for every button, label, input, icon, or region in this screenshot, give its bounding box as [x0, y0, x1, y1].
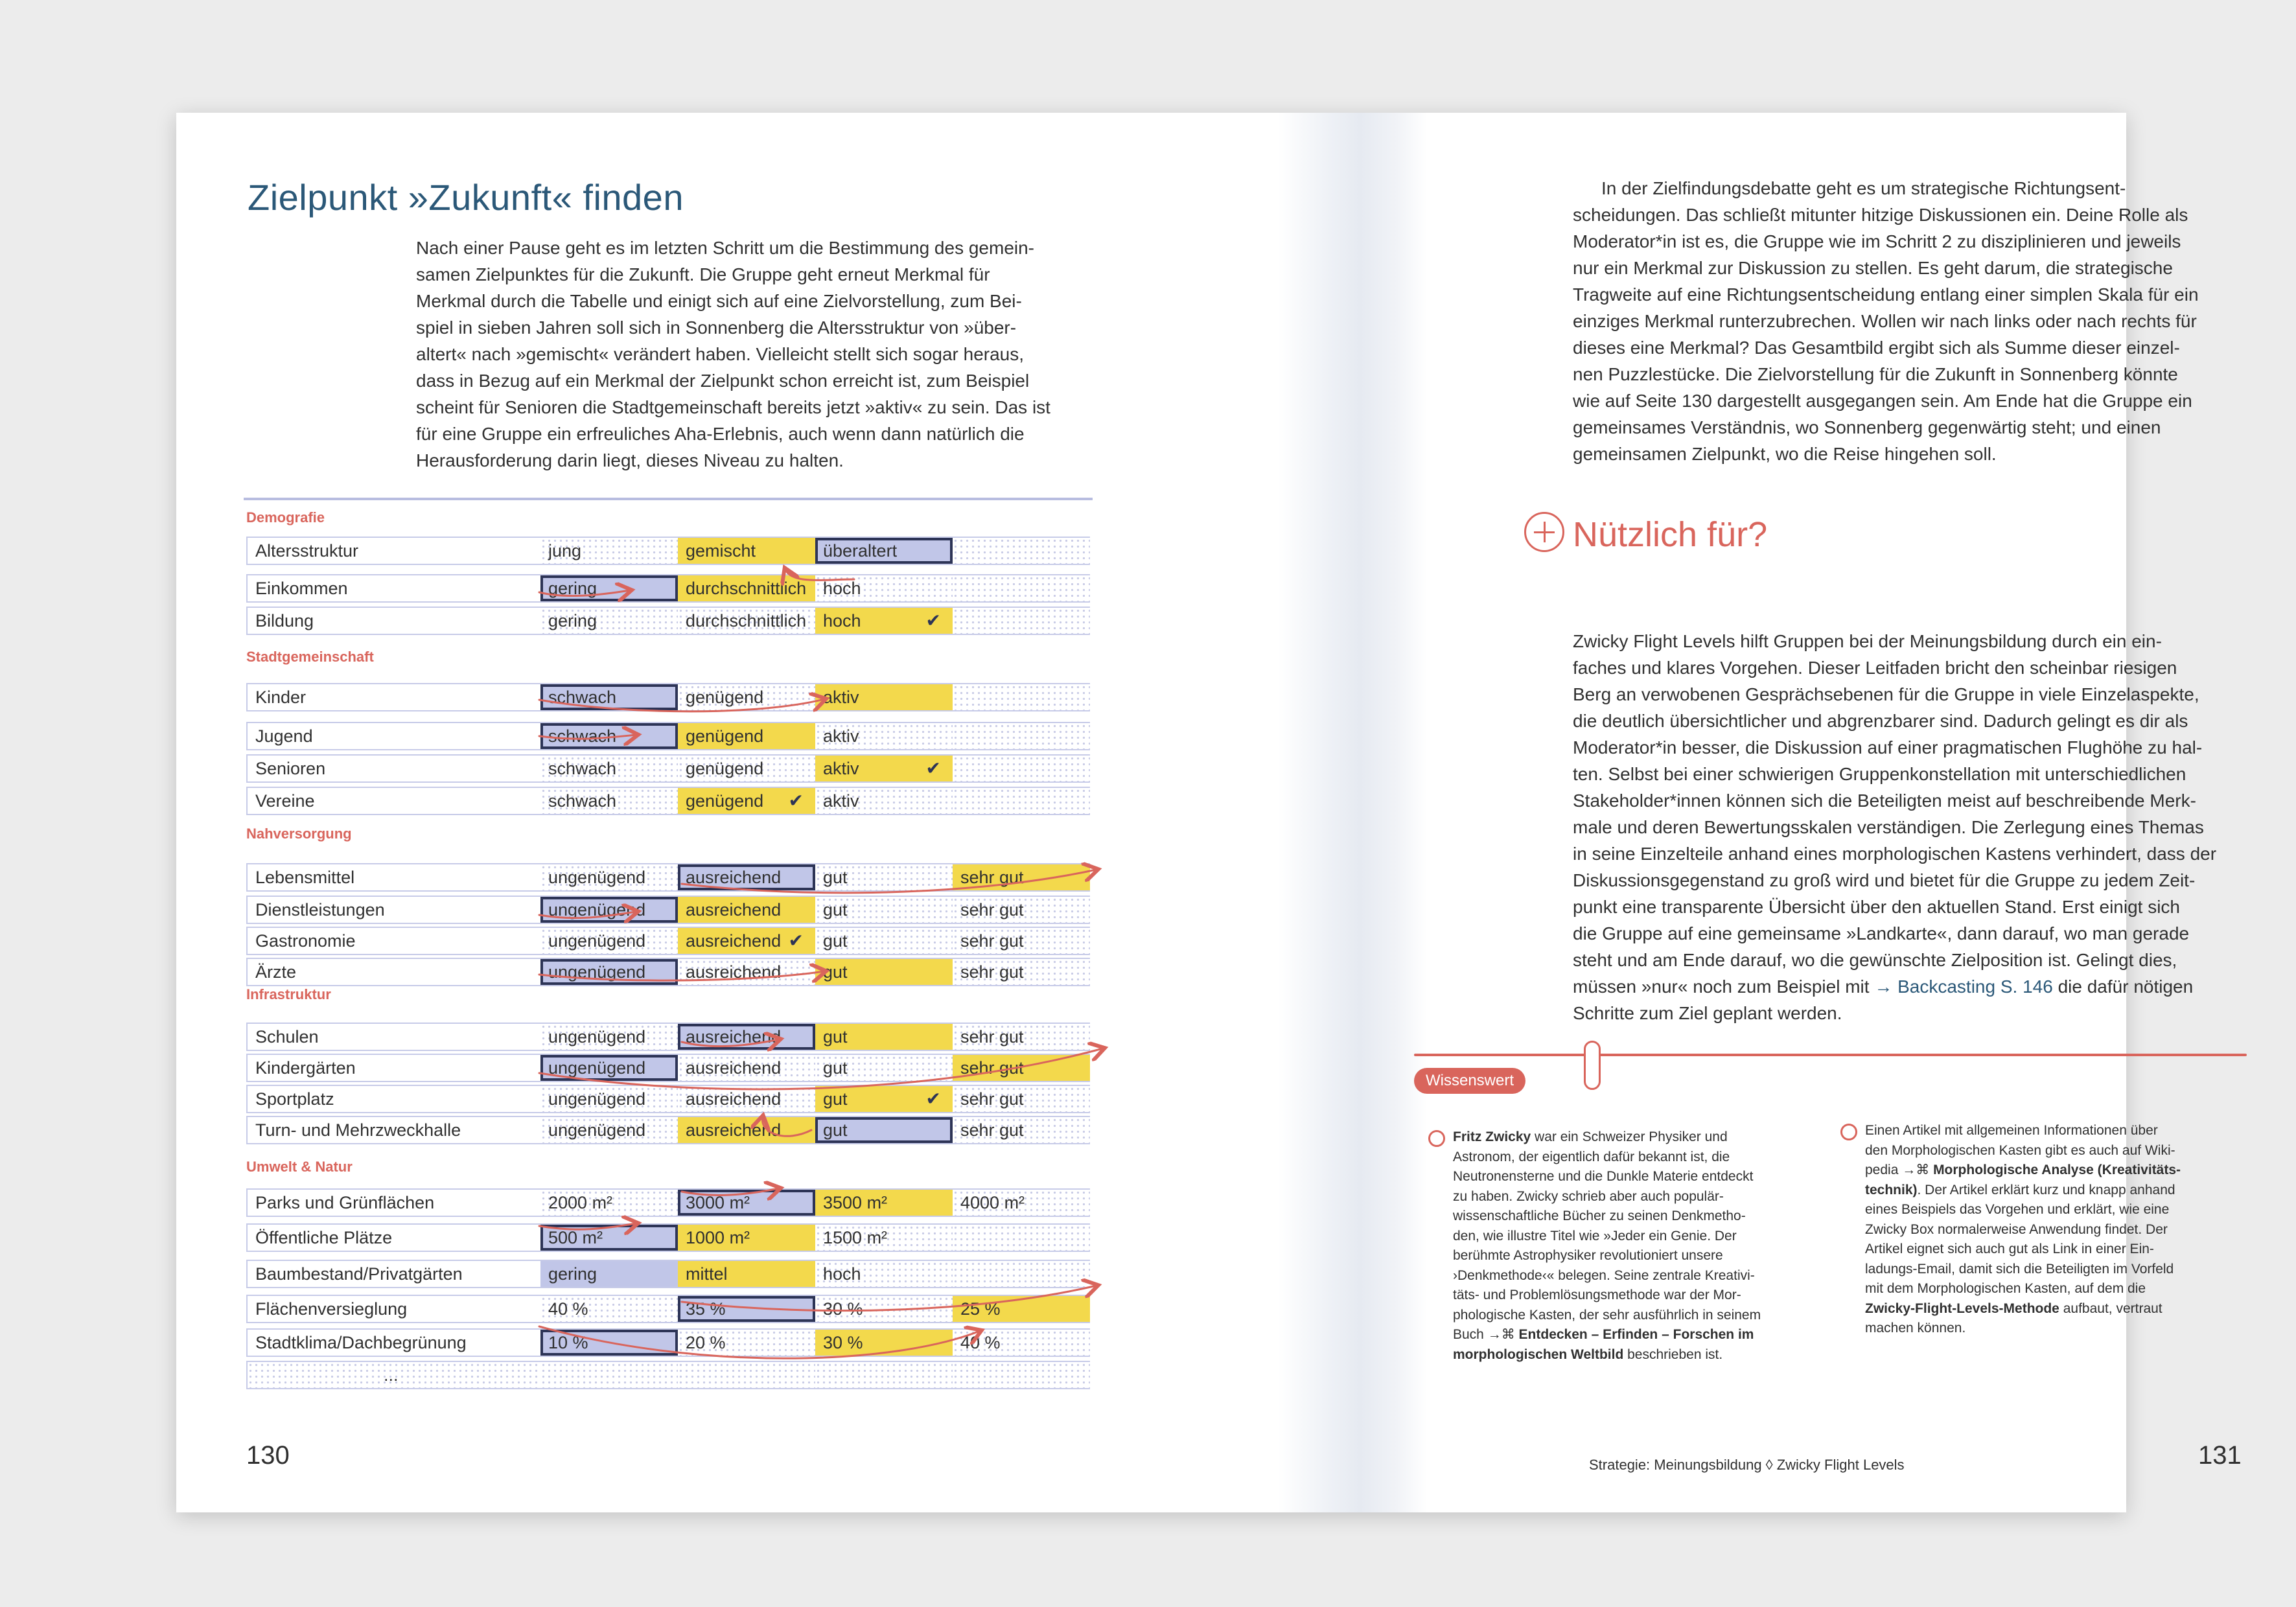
table-cell: schwach	[540, 723, 678, 749]
intro-paragraph	[416, 235, 1077, 474]
row-label: Altersstruktur	[248, 538, 540, 564]
text-line: phologische Kasten, der sehr ausführlich in seinem	[1453, 1307, 1761, 1323]
row-label: Vereine	[248, 788, 540, 814]
table-cell	[953, 1261, 1090, 1287]
table-cell: gering	[540, 575, 678, 601]
row-label: Kinder	[248, 684, 540, 710]
text-line: dieses eine Merkmal? Das Gesamtbild ergibt sich als Summe dieser einzel-	[1573, 338, 2180, 358]
text-line: die Gruppe auf eine gemeinsame »Landkarte«, dann darauf, wo man gerade	[1573, 923, 2190, 943]
para2-text-end: die dafür nötigen	[2052, 977, 2194, 997]
page-number-left: 130	[246, 1441, 290, 1470]
table-cell: ausreichend ✔	[678, 928, 815, 954]
right-page	[1317, 113, 2242, 1512]
row-label: Flächenversieglung	[248, 1296, 540, 1322]
row-label: Einkommen	[248, 575, 540, 601]
text-line: Berg an verwobenen Gesprächsebenen für die Gruppe in viele Einzelaspekte,	[1573, 684, 2199, 704]
page-number-right: 131	[2198, 1441, 2242, 1470]
table-row	[246, 927, 1090, 955]
row-label: Bildung	[248, 608, 540, 634]
table-row	[246, 683, 1090, 711]
table-row	[246, 722, 1090, 750]
text-line: Zwicky Flight Levels hilft Gruppen bei der Meinungsbildung durch ein ein-	[1573, 631, 2162, 651]
row-label: Schulen	[248, 1024, 540, 1050]
text-line: spiel in sieben Jahren soll sich in Sonnenberg die Altersstruktur von »über-	[416, 318, 1017, 338]
table-cell: 40 %	[540, 1296, 678, 1322]
checkmark-icon: ✔	[925, 610, 941, 630]
table-cell	[953, 1225, 1090, 1251]
table-cell: 500 m²	[540, 1225, 678, 1251]
table-row	[246, 787, 1090, 815]
plus-circle-icon	[1524, 512, 1564, 552]
text-line: steht und am Ende darauf, wo die gewünschte Zielposition ist. Gelingt dies,	[1573, 950, 2177, 970]
table-cell	[678, 1362, 815, 1388]
table-cell: gut	[815, 864, 953, 890]
text-line: den Morphologischen Kasten gibt es auch auf Wiki-	[1865, 1142, 2175, 1158]
table-cell: gut ✔	[815, 1086, 953, 1112]
checkmark-icon: ✔	[925, 1089, 941, 1109]
section-label: Umwelt & Natur	[246, 1159, 353, 1175]
text-line: wissenschaftliche Bücher zu seinen Denkmetho-	[1453, 1208, 1746, 1223]
text-line: mit dem Morphologischen Kasten, auf dem die	[1865, 1281, 2146, 1296]
text-line: die deutlich übersichtlicher und abgrenzbarer sind. Dadurch gelingt es dir als	[1573, 711, 2188, 731]
table-cell	[953, 756, 1090, 781]
table-cell	[953, 575, 1090, 601]
divider-line	[1414, 1054, 2247, 1056]
table-cell: gering	[540, 608, 678, 634]
running-footer: Strategie: Meinungsbildung ◊ Zwicky Flight Levels	[1589, 1457, 1905, 1473]
table-cell: ungenügend	[540, 864, 678, 890]
table-cell: 2000 m²	[540, 1190, 678, 1216]
table-row	[246, 896, 1090, 924]
text-line: Herausforderung darin liegt, dieses Niveau zu halten.	[416, 450, 844, 470]
table-cell: ungenügend	[540, 1086, 678, 1112]
text-line: wie auf Seite 130 dargestellt ausgegangen sein. Am Ende hat die Gruppe ein	[1573, 391, 2192, 411]
row-label: Öffentliche Plätze	[248, 1225, 540, 1251]
table-cell: 35 %	[678, 1296, 815, 1322]
row-label: Ärzte	[248, 959, 540, 985]
left-page	[176, 113, 1317, 1512]
table-cell: 1000 m²	[678, 1225, 815, 1251]
table-row	[246, 754, 1090, 783]
section-label: Demografie	[246, 509, 325, 526]
table-cell: ausreichend	[678, 864, 815, 890]
text-line: täts- und Problemlösungsmethode war der Mor-	[1453, 1288, 1741, 1302]
page-title: Zielpunkt »Zukunft« finden	[248, 177, 684, 218]
text-line: samen Zielpunktes für die Zukunft. Die Gruppe geht erneut Merkmal für	[416, 264, 990, 284]
text-line: Neutronensterne und die Dunkle Materie entdeckt	[1453, 1169, 1754, 1184]
paperclip-icon	[1584, 1041, 1601, 1090]
text-line: Merkmal durch die Tabelle und einigt sich auf eine Zielvorstellung, zum Bei-	[416, 291, 1022, 311]
bullet-circle-icon	[1428, 1130, 1445, 1147]
text-line: scheint für Senioren die Stadtgemeinschaft bereits jetzt »aktiv« zu sein. Das ist	[416, 397, 1050, 417]
text-line: pedia →⌘ Morphologische Analyse (Kreativitäts-	[1865, 1162, 2181, 1177]
table-row	[246, 607, 1090, 635]
text-line: faches und klares Vorgehen. Dieser Leitfaden bricht den scheinbar riesigen	[1573, 658, 2177, 678]
row-label: Gastronomie	[248, 928, 540, 954]
row-label: Lebensmittel	[248, 864, 540, 890]
table-cell: 20 %	[678, 1330, 815, 1356]
text-line: morphologischen Weltbild beschrieben ist.	[1453, 1347, 1723, 1362]
text-line: altert« nach »gemischt« verändert haben. Vielleicht stellt sich sogar heraus,	[416, 344, 1025, 364]
book-spread	[176, 113, 2242, 1512]
text-line: punkt eine transparente Übersicht über den aktuellen Stand. Erst einigt sich	[1573, 897, 2181, 917]
note-wikipedia	[1865, 1121, 2209, 1339]
bullet-circle-icon	[1840, 1124, 1857, 1140]
table-cell: ausreichend	[678, 1055, 815, 1081]
table-cell: 10 %	[540, 1330, 678, 1356]
table-cell: 30 %	[815, 1296, 953, 1322]
table-cell: genügend	[678, 684, 815, 710]
table-row	[246, 1085, 1090, 1113]
note-zwicky	[1453, 1127, 1790, 1365]
text-line: Zwicky Box normalerweise Anwendung findet. Der	[1865, 1221, 2168, 1237]
text-line: Diskussionsgegenstand zu groß wird und bietet für die Gruppe zu jedem Zeit-	[1573, 870, 2196, 890]
text-line: Nach einer Pause geht es im letzten Schritt um die Bestimmung des gemein-	[416, 238, 1035, 258]
table-cell: hoch	[815, 1261, 953, 1287]
text-line: Astronom, der eigentlich dafür bekannt ist, die	[1453, 1149, 1730, 1164]
table-cell: ausreichend	[678, 959, 815, 985]
table-cell: durchschnittlich	[678, 608, 815, 634]
table-cell: gering	[540, 1261, 678, 1287]
text-line: Artikel eignet sich auch gut als Link in einer Ein-	[1865, 1242, 2154, 1256]
row-label: Baumbestand/Privatgärten	[248, 1261, 540, 1287]
table-cell: ungenügend	[540, 1117, 678, 1143]
section-heading-nuetzlich: Nützlich für?	[1573, 515, 1768, 554]
table-cell: sehr gut	[953, 864, 1090, 890]
text-line: nen Puzzlestücke. Die Zielvorstellung für die Zukunft in Sonnenberg könnte	[1573, 364, 2178, 384]
table-cell	[953, 608, 1090, 634]
table-cell: schwach	[540, 756, 678, 781]
table-cell: 3000 m²	[678, 1190, 815, 1216]
table-row	[246, 1295, 1090, 1323]
row-label: Jugend	[248, 723, 540, 749]
text-line: Stakeholder*innen können sich die Beteiligten meist auf beschreibende Merk-	[1573, 791, 2196, 811]
table-cell: aktiv	[815, 684, 953, 710]
backcasting-link[interactable]: → Backcasting S. 146	[1874, 977, 2053, 997]
table-cell: sehr gut	[953, 928, 1090, 954]
checkmark-icon: ✔	[788, 791, 804, 811]
text-line: Moderator*in ist es, die Gruppe wie im Schritt 2 zu disziplinieren und jeweils	[1573, 231, 2181, 251]
text-line: Fritz Zwicky war ein Schweizer Physiker und	[1453, 1129, 1728, 1144]
table-cell: gut	[815, 1117, 953, 1143]
table-cell: 3500 m²	[815, 1190, 953, 1216]
table-cell	[953, 538, 1090, 564]
table-cell: 4000 m²	[953, 1190, 1090, 1216]
table-row	[246, 1260, 1090, 1288]
table-cell: sehr gut	[953, 1117, 1090, 1143]
table-row	[246, 1054, 1090, 1082]
section-label: Stadtgemeinschaft	[246, 649, 374, 665]
table-cell: schwach	[540, 788, 678, 814]
text-line: zu haben. Zwicky schrieb aber auch populär-	[1453, 1188, 1724, 1204]
text-line: ›Denkmethode‹« belegen. Seine zentrale Kreativi-	[1453, 1267, 1755, 1283]
table-row	[246, 958, 1090, 986]
table-row	[246, 574, 1090, 603]
table-cell: gut	[815, 928, 953, 954]
table-cell: ungenügend	[540, 1024, 678, 1050]
table-cell: ausreichend	[678, 1086, 815, 1112]
row-label: Stadtklima/Dachbegrünung	[248, 1330, 540, 1356]
text-line: eines Beispiels das Vorgehen und erklärt, wie eine	[1865, 1202, 2170, 1217]
row-label: Parks und Grünflächen	[248, 1190, 540, 1216]
table-cell: jung	[540, 538, 678, 564]
table-cell: gut	[815, 959, 953, 985]
text-line: für eine Gruppe ein erfreuliches Aha-Erlebnis, auch wenn dann natürlich die	[416, 424, 1025, 444]
table-cell	[540, 1362, 678, 1388]
table-top-rule	[244, 498, 1093, 500]
text-line: machen können.	[1865, 1321, 1966, 1335]
table-row	[246, 1023, 1090, 1051]
right-paragraph-1	[1573, 175, 2240, 467]
table-cell: ausreichend	[678, 1117, 815, 1143]
text-line: Moderator*in besser, die Diskussion auf einer pragmatischen Flughöhe zu hal-	[1573, 737, 2203, 757]
row-label: ...	[248, 1362, 540, 1388]
table-cell: hoch ✔	[815, 608, 953, 634]
table-row	[246, 1116, 1090, 1144]
text-line: scheidungen. Das schließt mitunter hitzige Diskussionen ein. Deine Rolle als	[1573, 205, 2188, 225]
text-line: male und deren Bewertungsskalen verständigen. Die Zerlegung eines Themas	[1573, 817, 2204, 837]
table-cell: aktiv ✔	[815, 756, 953, 781]
text-line: in seine Einzelteile anhand eines morphologischen Kastens verhindert, dass der	[1573, 844, 2217, 864]
table-cell: schwach	[540, 684, 678, 710]
para2-final-line: Schritte zum Ziel geplant werden.	[1573, 1003, 1842, 1023]
table-cell: ausreichend	[678, 897, 815, 923]
table-cell: hoch	[815, 575, 953, 601]
table-cell: genügend ✔	[678, 788, 815, 814]
table-cell	[953, 684, 1090, 710]
wissenswert-badge: Wissenswert	[1414, 1068, 1525, 1094]
para2-text: müssen »nur« noch zum Beispiel mit	[1573, 977, 1875, 997]
table-cell: gut	[815, 1024, 953, 1050]
text-line: ladungs-Email, damit sich die Beteiligten im Vorfeld	[1865, 1261, 2174, 1277]
table-cell: ausreichend	[678, 1024, 815, 1050]
table-cell	[953, 723, 1090, 749]
table-row	[246, 863, 1090, 892]
text-line: ten. Selbst bei einer schwierigen Gruppenkonstellation mit unterschiedlichen	[1573, 764, 2186, 784]
text-line: dass in Bezug auf ein Merkmal der Zielpunkt schon erreicht ist, zum Beispiel	[416, 371, 1030, 391]
table-cell: aktiv	[815, 788, 953, 814]
section-label: Infrastruktur	[246, 986, 331, 1002]
table-row	[246, 1361, 1090, 1389]
row-label: Kindergärten	[248, 1055, 540, 1081]
table-cell: sehr gut	[953, 1086, 1090, 1112]
text-line: gemeinsames Verständnis, wo Sonnenberg gegenwärtig steht; und einen	[1573, 417, 2161, 437]
checkmark-icon: ✔	[925, 758, 941, 778]
table-cell: ungenügend	[540, 928, 678, 954]
table-cell: genügend	[678, 723, 815, 749]
text-line: den, wie illustre Titel wie »Jeder ein Genie. Der	[1453, 1228, 1737, 1243]
table-cell: gemischt	[678, 538, 815, 564]
table-cell: ungenügend	[540, 897, 678, 923]
table-cell: durchschnittlich	[678, 575, 815, 601]
table-cell: 1500 m²	[815, 1225, 953, 1251]
table-cell: sehr gut	[953, 959, 1090, 985]
table-row	[246, 537, 1090, 565]
text-line: Zwicky-Flight-Levels-Methode aufbaut, vertraut	[1865, 1301, 2163, 1316]
right-paragraph-2	[1573, 628, 2240, 1026]
table-cell: überaltert	[815, 538, 953, 564]
table-row	[246, 1188, 1090, 1217]
table-cell: 40 %	[953, 1330, 1090, 1356]
table-cell	[953, 1362, 1090, 1388]
text-line: berühmte Astrophysiker revolutioniert unsere	[1453, 1248, 1723, 1263]
table-cell	[815, 1362, 953, 1388]
table-cell: sehr gut	[953, 1024, 1090, 1050]
row-label: Turn- und Mehrzweckhalle	[248, 1117, 540, 1143]
table-cell: gut	[815, 1055, 953, 1081]
text-line: Einen Artikel mit allgemeinen Informationen über	[1865, 1123, 2158, 1138]
text-line: einziges Merkmal runterzubrechen. Wollen wir nach links oder nach rechts für	[1573, 311, 2197, 331]
table-row	[246, 1223, 1090, 1252]
text-line: Tragweite auf eine Richtungsentscheidung entlang einer simplen Skala für ein	[1573, 284, 2199, 305]
row-label: Senioren	[248, 756, 540, 781]
table-cell: gut	[815, 897, 953, 923]
text-line: In der Zielfindungsdebatte geht es um strategische Richtungsent-	[1601, 178, 2126, 198]
table-row	[246, 1328, 1090, 1357]
table-cell: ungenügend	[540, 959, 678, 985]
section-label: Nahversorgung	[246, 826, 352, 842]
table-cell: aktiv	[815, 723, 953, 749]
table-cell: sehr gut	[953, 1055, 1090, 1081]
table-cell: 25 %	[953, 1296, 1090, 1322]
table-cell: mittel	[678, 1261, 815, 1287]
checkmark-icon: ✔	[788, 931, 804, 951]
table-cell: 30 %	[815, 1330, 953, 1356]
text-line: gemeinsamen Zielpunkt, wo die Reise hingehen soll.	[1573, 444, 1997, 464]
table-cell: sehr gut	[953, 897, 1090, 923]
text-line: Buch →⌘ Entdecken – Erfinden – Forschen im	[1453, 1327, 1754, 1342]
text-line: nur ein Merkmal zur Diskussion zu stellen. Es geht darum, die strategische	[1573, 258, 2173, 278]
table-cell: genügend	[678, 756, 815, 781]
text-line: technik). Der Artikel erklärt kurz und knapp anhand	[1865, 1182, 2175, 1197]
table-cell	[953, 788, 1090, 814]
row-label: Sportplatz	[248, 1086, 540, 1112]
table-cell: ungenügend	[540, 1055, 678, 1081]
row-label: Dienstleistungen	[248, 897, 540, 923]
